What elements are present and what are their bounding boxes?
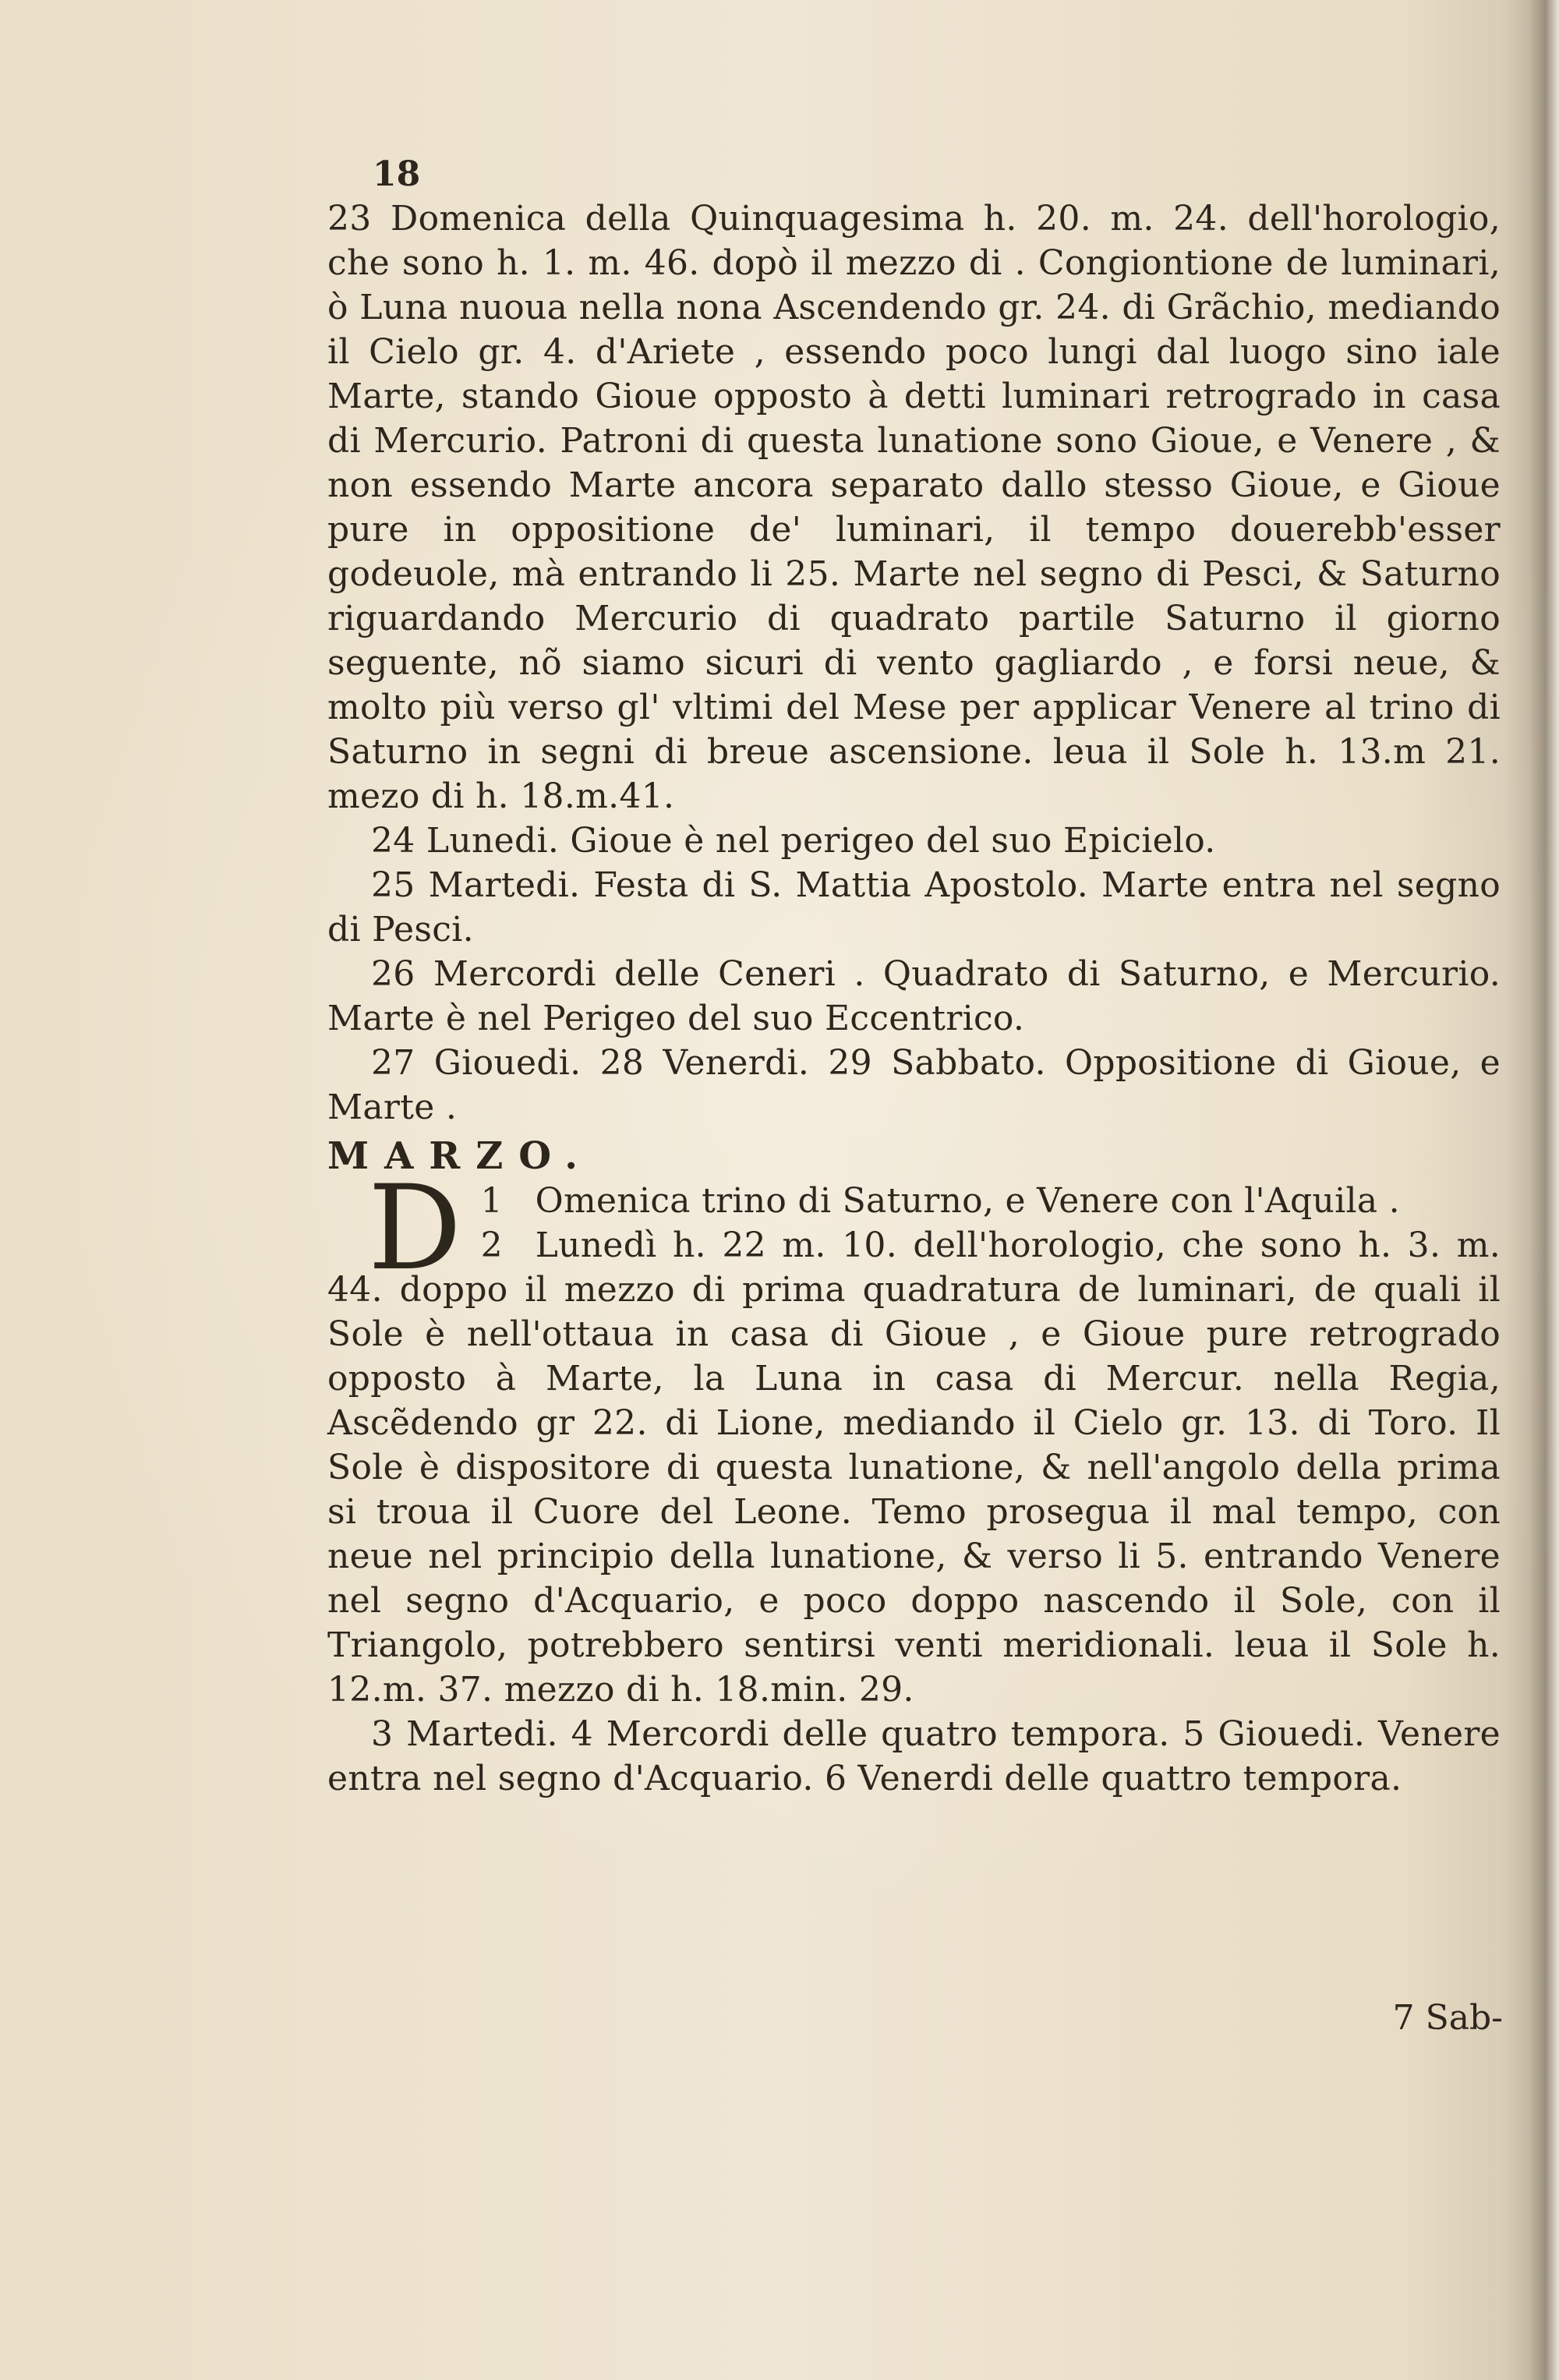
page-gutter-shadow bbox=[1504, 0, 1559, 2380]
page-text-block bbox=[327, 148, 1501, 1801]
drop-cap-letter: D bbox=[368, 1161, 462, 1296]
entry-day-1-text: Omenica trino di Saturno, e Venere con l'Aquila . bbox=[535, 1181, 1400, 1221]
catchword: 7 Sab- bbox=[1392, 1998, 1503, 2038]
march-days-1-2 bbox=[327, 1161, 1501, 1712]
entry-day-26: 26 Mercordi delle Ceneri . Quadrato di Saturno, e Mercurio. Marte è nel Perigeo del suo Eccentrico. bbox=[327, 954, 1501, 1038]
day-number-2: 2 bbox=[480, 1225, 503, 1265]
entry-day-1 bbox=[327, 1179, 1501, 1223]
page-number: 18 bbox=[373, 154, 421, 194]
day-number-1: 1 bbox=[480, 1181, 503, 1221]
month-heading: MARZO. bbox=[327, 1134, 594, 1178]
entry-days-27-29: 27 Giouedi. 28 Venerdi. 29 Sabbato. Oppositione di Gioue, e Marte . bbox=[327, 1043, 1501, 1127]
entry-day-2 bbox=[327, 1223, 1501, 1712]
entry-day-23: 23 Domenica della Quinquagesima h. 20. m. 24. dell'horologio, che sono h. 1. m. 46. dopò il mezzo di . Congiontione de luminari, ò Luna nuoua nella nona Ascendendo gr. 24. di Grãchio, mediando il Cielo gr. 4. d'Ariete , essendo poco lungi dal luogo sino iale Marte, stando Gioue opposto à detti luminari retrogrado in casa di Mercurio. Patroni di questa lunatione sono Gioue, e Venere , & non essendo Marte ancora separato dallo stesso Gioue, e Gioue pure in oppositione de' luminari, il tempo douerebb'esser godeuole, mà entrando li 25. Marte nel segno di Pesci, & Saturno riguardando Mercurio di quadrato partile Saturno il giorno seguente, nõ siamo sicuri di vento gagliardo , e forsi neue, & molto più verso gl' vltimi del Mese per applicar Venere al trino di Saturno in segni di breue ascensione. leua il Sole h. 13.m 21. mezo di h. 18.m.41. bbox=[327, 199, 1501, 816]
entry-day-2-text: Lunedì h. 22 m. 10. dell'horologio, che sono h. 3. m. 44. doppo il mezzo di prima quadratura de luminari, de quali il Sole è nell'ottaua in casa di Gioue , e Gioue pure retrogrado opposto à Marte, la Luna in casa di Mercur. nella Regia, Ascẽdendo gr 22. di Lione, mediando il Cielo gr. 13. di Toro. Il Sole è dispositore di questa lunatione, & nell'angolo della prima si troua il Cuore del Leone. Temo prosegua il mal tempo, con neue nel principio della lunatione, & verso li 5. entrando Venere nel segno d'Acquario, e poco doppo nascendo il Sole, con il Triangolo, potrebbero sentirsi venti meridionali. leua il Sole h. 12.m. 37. mezzo di h. 18.min. 29. bbox=[327, 1225, 1501, 1710]
entry-day-24: 24 Lunedi. Gioue è nel perigeo del suo Epicielo. bbox=[371, 821, 1216, 861]
entry-days-3-6: 3 Martedi. 4 Mercordi delle quatro tempora. 5 Giouedi. Venere entra nel segno d'Acquario. 6 Venerdi delle quattro tempora. bbox=[327, 1714, 1501, 1798]
entry-day-25: 25 Martedi. Festa di S. Mattia Apostolo. Marte entra nel segno di Pesci. bbox=[327, 865, 1501, 950]
